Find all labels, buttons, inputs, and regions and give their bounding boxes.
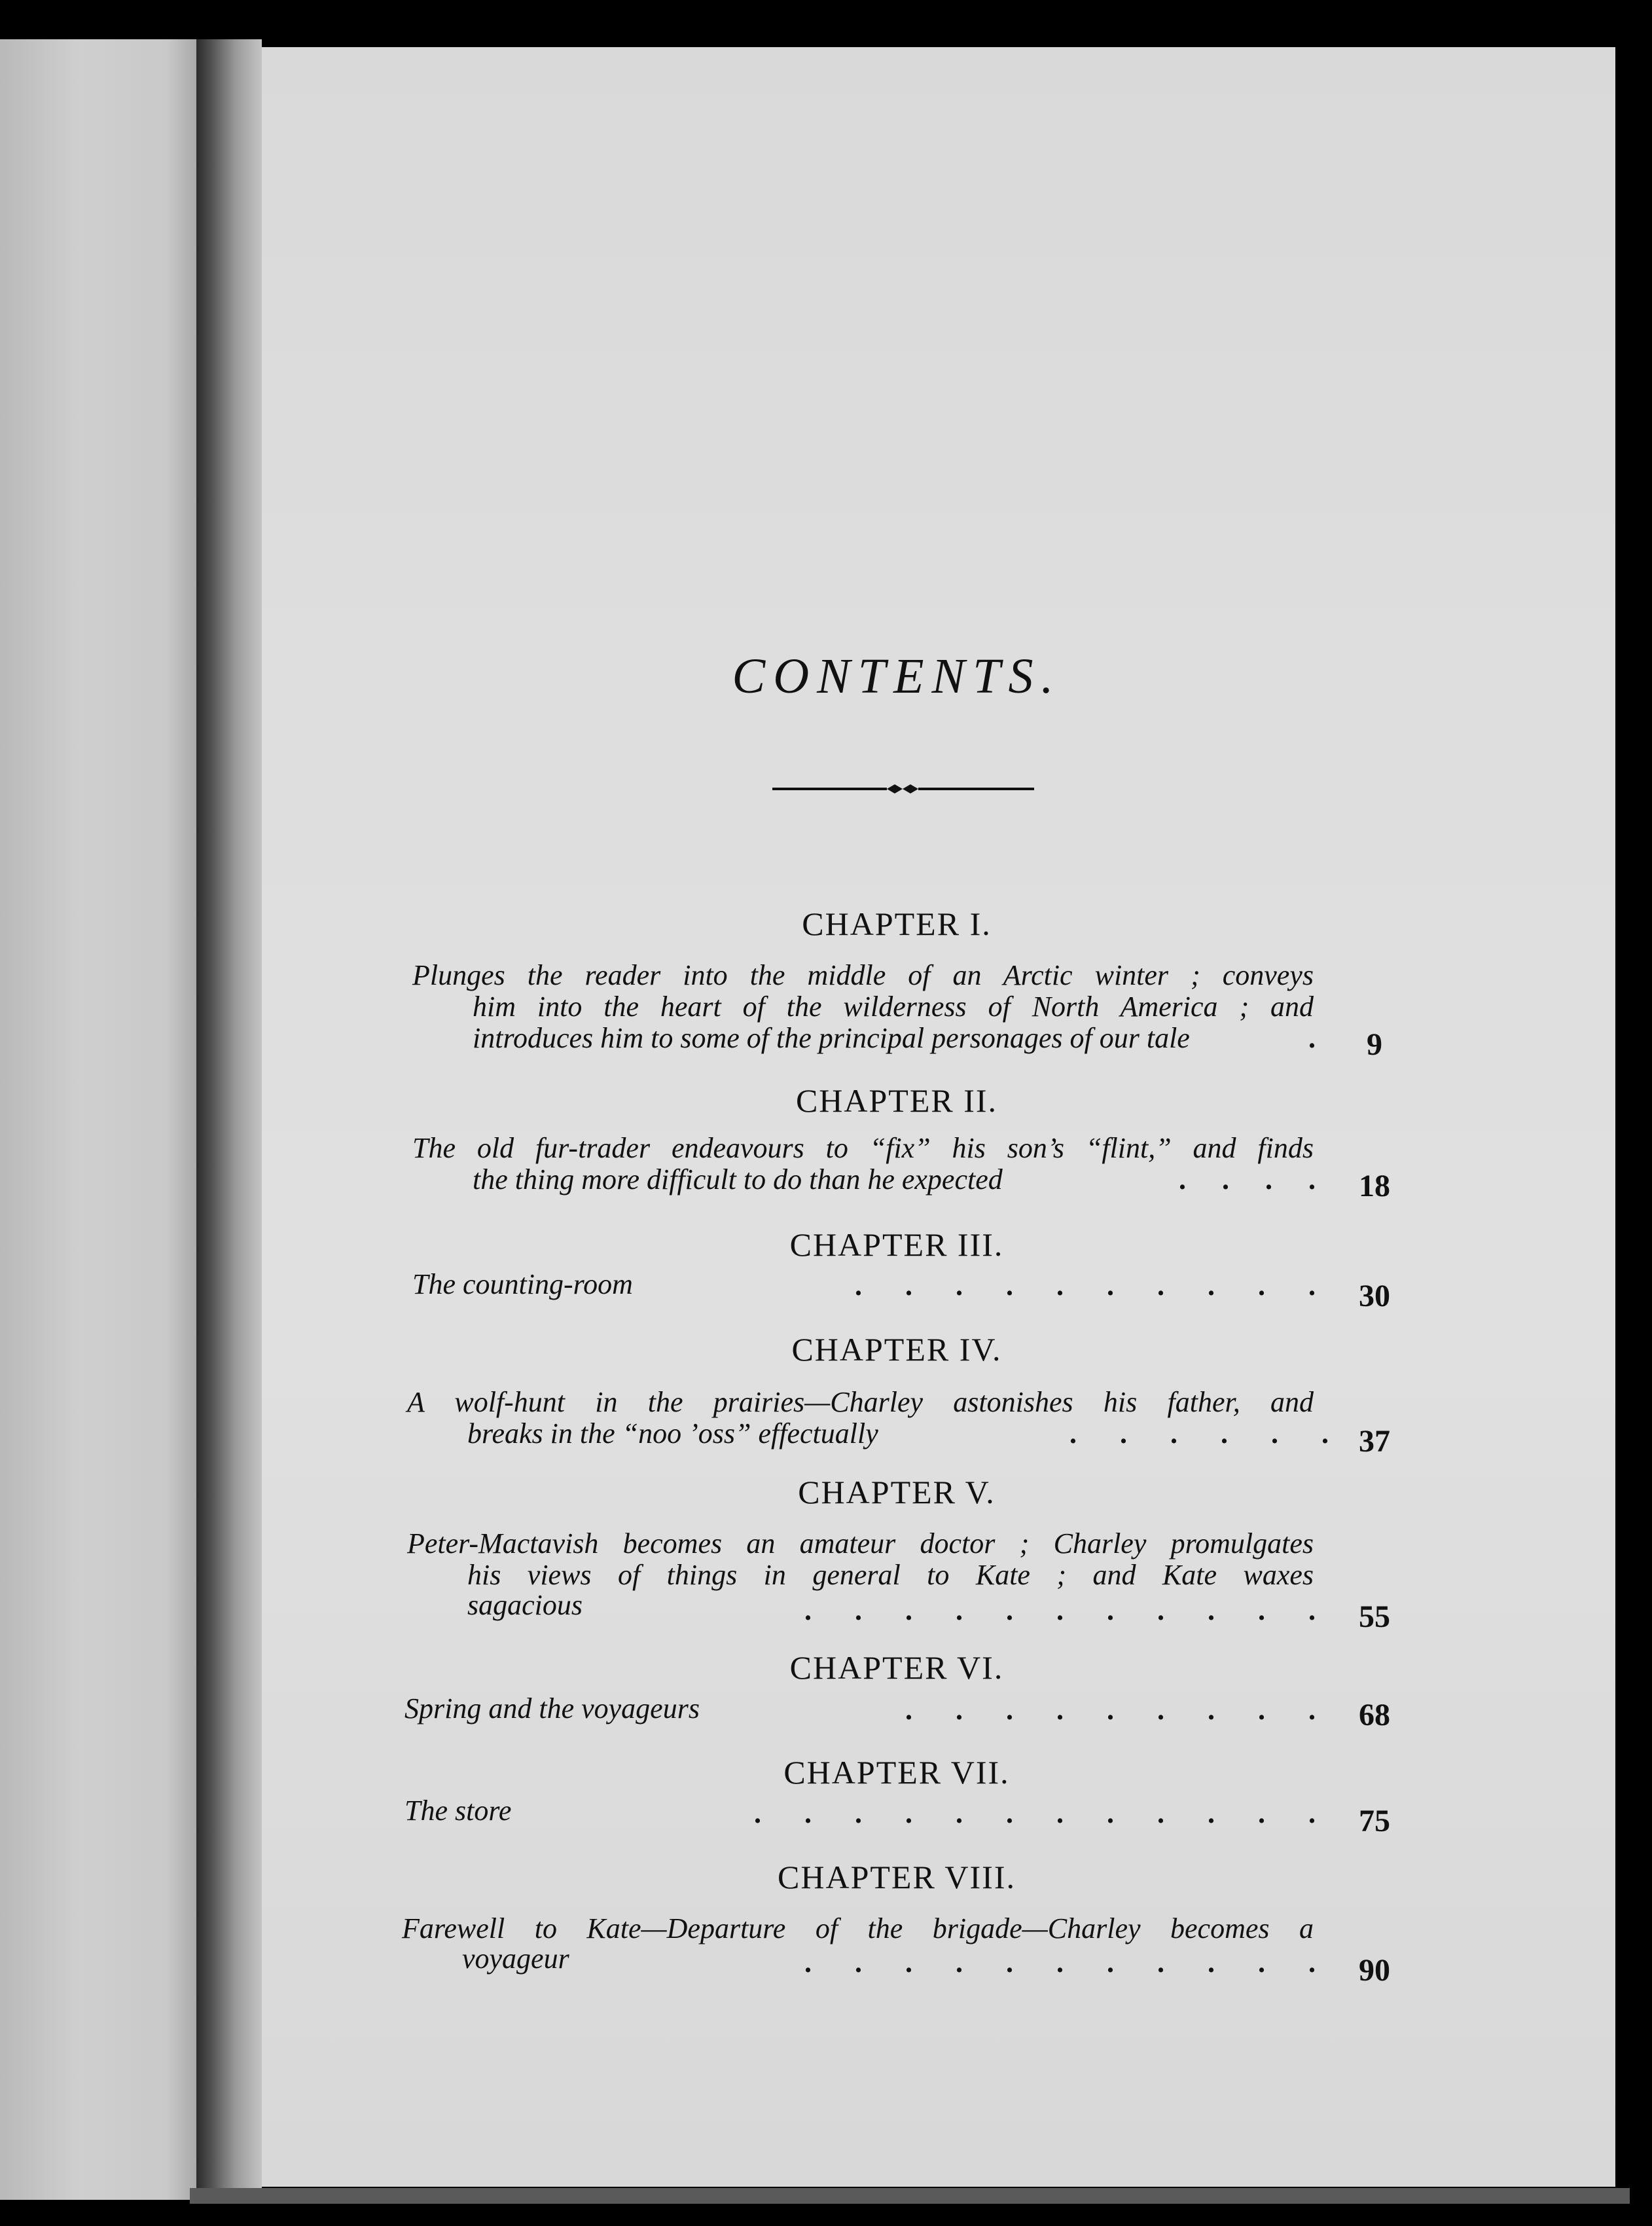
entry-line: breaks in the “noo ’oss” effectually <box>467 1417 878 1450</box>
page-number: 55 <box>1359 1599 1390 1634</box>
book-gutter <box>196 39 262 2193</box>
entry-line: him into the heart of the wilderness of North America ; and <box>473 991 1314 1023</box>
dot-leader: . . . . . . . . . <box>905 1694 1316 1726</box>
entry-line: Farewell to Kate—Departure of the brigade—Charley becomes a <box>402 1912 1314 1944</box>
dot-leader: . . . . . . . . . . . . <box>754 1797 1316 1829</box>
dot-leader: . <box>1308 1022 1316 1054</box>
entry-line: sagacious <box>467 1589 583 1621</box>
page-number: 68 <box>1359 1698 1390 1732</box>
chapter-heading: CHAPTER VII. <box>783 1754 1010 1791</box>
page-number: 90 <box>1359 1953 1390 1988</box>
chapter-heading: CHAPTER VIII. <box>778 1859 1016 1895</box>
page-number: 9 <box>1367 1027 1382 1062</box>
page-title: CONTENTS. <box>732 649 1062 704</box>
left-page-edge <box>0 39 196 2200</box>
entry-line: Peter-Mactavish becomes an amateur doctor ; Charley promulgates <box>407 1527 1314 1560</box>
chapter-heading: CHAPTER III. <box>789 1226 1004 1263</box>
page-number: 75 <box>1359 1804 1390 1838</box>
entry-line: Plunges the reader into the middle of an Arctic winter ; conveys <box>412 959 1314 991</box>
dot-leader: . . . . . . . . . . . <box>804 1946 1316 1979</box>
chapter-heading: CHAPTER VI. <box>789 1649 1004 1686</box>
entry-line: introduces him to some of the principal personages of our tale <box>473 1022 1190 1054</box>
page-number: 18 <box>1359 1169 1390 1203</box>
chapter-heading: CHAPTER I. <box>802 905 992 942</box>
page-number: 30 <box>1359 1279 1390 1313</box>
entry-line: The counting-room <box>412 1268 633 1300</box>
entry-line: The old fur-trader endeavours to “fix” his son’s “flint,” and finds <box>412 1132 1314 1164</box>
chapter-heading: CHAPTER V. <box>798 1474 996 1510</box>
entry-line: his views of things in general to Kate ; and Kate waxes <box>467 1559 1314 1591</box>
dot-leader: . . . . <box>1179 1163 1316 1195</box>
page-bottom-edge <box>190 2188 1630 2204</box>
entry-line: the thing more difficult to do than he expected <box>473 1163 1003 1195</box>
entry-line: voyageur <box>462 1943 569 1975</box>
page-number: 37 <box>1359 1424 1390 1459</box>
entry-line: Spring and the voyageurs <box>404 1692 700 1724</box>
dot-leader: . . . . . . . . . . . <box>804 1594 1316 1626</box>
dot-leader: . . . . . . <box>1069 1417 1329 1450</box>
contents-page <box>262 47 1615 2187</box>
divider-ornament <box>772 779 1034 799</box>
dot-leader: . . . . . . . . . . <box>855 1269 1316 1302</box>
chapter-heading: CHAPTER IV. <box>791 1331 1002 1368</box>
chapter-heading: CHAPTER II. <box>795 1082 998 1119</box>
entry-line: The store <box>404 1795 512 1827</box>
entry-line: A wolf-hunt in the prairies—Charley astonishes his father, and <box>407 1386 1314 1418</box>
